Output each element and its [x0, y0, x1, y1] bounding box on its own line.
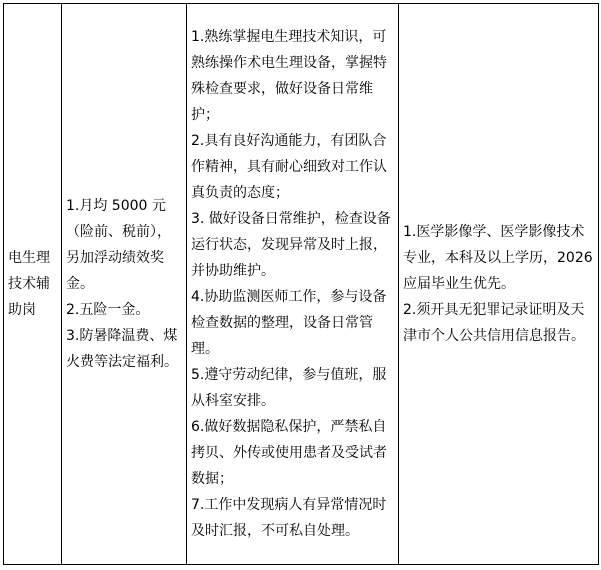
job-table	[3, 3, 599, 565]
benefit-item: 1.月均 5000 元（险前、税前），另加浮动绩效奖金。	[66, 198, 171, 292]
benefit-item: 2.五险一金。	[66, 302, 150, 318]
requirement-item: 2.须开具无犯罪记录证明及天津市个人公共信用信息报告。	[403, 302, 585, 344]
duty-item: 1.熟练掌握电生理技术知识，可熟练操作术电生理设备，掌握特殊检查要求，做好设备日常维护；	[191, 29, 387, 123]
duty-item: 3. 做好设备日常维护，检查设备运行状态，发现异常及时上报，并协助维护。	[191, 211, 391, 279]
benefits-cell	[62, 4, 187, 565]
requirement-item: 1.医学影像学、医学影像技术专业，本科及以上学历，2026 应届毕业生优先。	[403, 224, 593, 292]
requirements-cell	[399, 4, 599, 565]
benefit-item: 3.防暑降温费、煤火费等法定福利。	[66, 328, 178, 370]
table-row	[4, 4, 599, 565]
duties-cell	[187, 4, 399, 565]
duty-item: 7.工作中发现病人有异常情况时及时汇报，不可私自处理。	[191, 497, 387, 539]
duty-item: 6.做好数据隐私保护，严禁私自拷贝、外传或使用患者及受试者数据；	[191, 419, 387, 487]
position-cell	[4, 4, 62, 565]
duty-item: 5.遵守劳动纪律，参与值班，服从科室安排。	[191, 367, 387, 409]
position-name: 电生理技术辅助岗	[8, 250, 50, 318]
duty-item: 2.具有良好沟通能力，有团队合作精神，具有耐心细致对工作认真负责的态度；	[191, 133, 387, 201]
duty-item: 4.协助监测医师工作，参与设备检查数据的整理，设备日常管理。	[191, 289, 387, 357]
